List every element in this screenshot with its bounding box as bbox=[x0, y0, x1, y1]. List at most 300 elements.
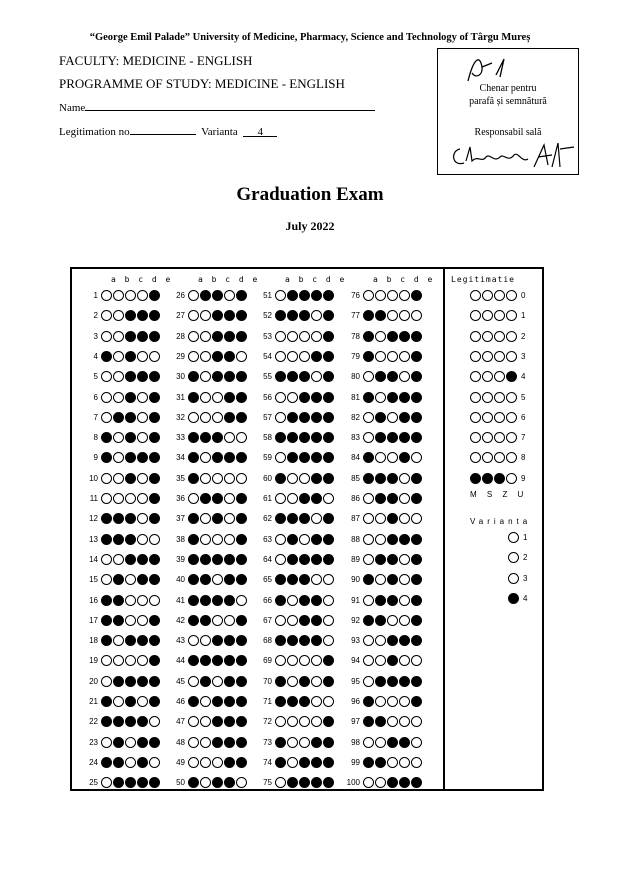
answer-bubble-c[interactable] bbox=[299, 473, 310, 484]
answer-bubble-d[interactable] bbox=[311, 310, 322, 321]
answer-bubble-b[interactable] bbox=[200, 534, 211, 545]
answer-bubble-d[interactable] bbox=[137, 493, 148, 504]
answer-bubble-b[interactable] bbox=[375, 635, 386, 646]
legitimation-bubble[interactable] bbox=[494, 412, 505, 423]
answer-bubble-d[interactable] bbox=[137, 757, 148, 768]
answer-bubble-d[interactable] bbox=[224, 716, 235, 727]
answer-bubble-d[interactable] bbox=[399, 493, 410, 504]
legitimation-bubble[interactable] bbox=[470, 452, 481, 463]
answer-bubble-a[interactable] bbox=[363, 412, 374, 423]
answer-bubble-a[interactable] bbox=[363, 310, 374, 321]
answer-bubble-d[interactable] bbox=[137, 635, 148, 646]
answer-bubble-d[interactable] bbox=[137, 574, 148, 585]
legitimation-bubble[interactable] bbox=[494, 331, 505, 342]
answer-bubble-b[interactable] bbox=[113, 757, 124, 768]
answer-bubble-c[interactable] bbox=[299, 777, 310, 788]
answer-bubble-d[interactable] bbox=[137, 595, 148, 606]
legitimation-bubble[interactable] bbox=[482, 310, 493, 321]
answer-bubble-b[interactable] bbox=[375, 696, 386, 707]
answer-bubble-a[interactable] bbox=[363, 351, 374, 362]
answer-bubble-c[interactable] bbox=[212, 737, 223, 748]
answer-bubble-b[interactable] bbox=[200, 331, 211, 342]
answer-bubble-e[interactable] bbox=[411, 534, 422, 545]
answer-bubble-d[interactable] bbox=[224, 737, 235, 748]
answer-bubble-d[interactable] bbox=[399, 534, 410, 545]
answer-bubble-b[interactable] bbox=[375, 595, 386, 606]
answer-bubble-c[interactable] bbox=[125, 655, 136, 666]
answer-bubble-e[interactable] bbox=[236, 737, 247, 748]
answer-bubble-c[interactable] bbox=[212, 473, 223, 484]
answer-bubble-e[interactable] bbox=[411, 554, 422, 565]
answer-bubble-b[interactable] bbox=[200, 635, 211, 646]
answer-bubble-a[interactable] bbox=[363, 737, 374, 748]
answer-bubble-b[interactable] bbox=[113, 716, 124, 727]
answer-bubble-a[interactable] bbox=[101, 777, 112, 788]
answer-bubble-b[interactable] bbox=[200, 777, 211, 788]
answer-bubble-a[interactable] bbox=[188, 716, 199, 727]
answer-bubble-c[interactable] bbox=[387, 371, 398, 382]
answer-bubble-c[interactable] bbox=[299, 574, 310, 585]
answer-bubble-e[interactable] bbox=[323, 676, 334, 687]
answer-bubble-b[interactable] bbox=[287, 534, 298, 545]
answer-bubble-c[interactable] bbox=[387, 351, 398, 362]
varianta-bubble[interactable] bbox=[508, 573, 519, 584]
legitimation-bubble[interactable] bbox=[470, 351, 481, 362]
answer-bubble-e[interactable] bbox=[149, 473, 160, 484]
answer-bubble-a[interactable] bbox=[188, 635, 199, 646]
answer-bubble-a[interactable] bbox=[101, 371, 112, 382]
answer-bubble-a[interactable] bbox=[363, 493, 374, 504]
answer-bubble-a[interactable] bbox=[101, 432, 112, 443]
answer-bubble-e[interactable] bbox=[236, 696, 247, 707]
answer-bubble-a[interactable] bbox=[188, 290, 199, 301]
answer-bubble-b[interactable] bbox=[375, 716, 386, 727]
answer-bubble-c[interactable] bbox=[125, 392, 136, 403]
answer-bubble-e[interactable] bbox=[149, 534, 160, 545]
varianta-option[interactable] bbox=[508, 572, 527, 585]
answer-bubble-e[interactable] bbox=[411, 452, 422, 463]
answer-bubble-a[interactable] bbox=[101, 473, 112, 484]
answer-bubble-d[interactable] bbox=[311, 290, 322, 301]
answer-bubble-d[interactable] bbox=[399, 432, 410, 443]
answer-bubble-c[interactable] bbox=[299, 595, 310, 606]
answer-bubble-b[interactable] bbox=[287, 635, 298, 646]
answer-bubble-d[interactable] bbox=[399, 615, 410, 626]
answer-bubble-c[interactable] bbox=[212, 513, 223, 524]
answer-bubble-b[interactable] bbox=[375, 290, 386, 301]
answer-bubble-d[interactable] bbox=[137, 452, 148, 463]
legitimation-field[interactable] bbox=[59, 124, 277, 138]
answer-bubble-a[interactable] bbox=[275, 331, 286, 342]
answer-bubble-c[interactable] bbox=[125, 493, 136, 504]
answer-bubble-a[interactable] bbox=[363, 513, 374, 524]
answer-bubble-a[interactable] bbox=[101, 574, 112, 585]
answer-bubble-b[interactable] bbox=[375, 310, 386, 321]
answer-bubble-a[interactable] bbox=[101, 615, 112, 626]
answer-bubble-a[interactable] bbox=[101, 554, 112, 565]
answer-bubble-c[interactable] bbox=[299, 696, 310, 707]
answer-bubble-c[interactable] bbox=[299, 351, 310, 362]
answer-bubble-e[interactable] bbox=[323, 392, 334, 403]
answer-bubble-e[interactable] bbox=[323, 737, 334, 748]
answer-bubble-d[interactable] bbox=[311, 412, 322, 423]
answer-bubble-d[interactable] bbox=[311, 757, 322, 768]
answer-bubble-c[interactable] bbox=[212, 696, 223, 707]
answer-bubble-b[interactable] bbox=[375, 371, 386, 382]
answer-bubble-d[interactable] bbox=[224, 371, 235, 382]
answer-bubble-e[interactable] bbox=[236, 513, 247, 524]
answer-bubble-e[interactable] bbox=[323, 331, 334, 342]
answer-bubble-d[interactable] bbox=[137, 290, 148, 301]
answer-bubble-d[interactable] bbox=[399, 513, 410, 524]
answer-bubble-a[interactable] bbox=[101, 412, 112, 423]
answer-bubble-a[interactable] bbox=[101, 696, 112, 707]
answer-bubble-d[interactable] bbox=[399, 310, 410, 321]
answer-bubble-a[interactable] bbox=[188, 777, 199, 788]
answer-bubble-d[interactable] bbox=[311, 615, 322, 626]
answer-bubble-d[interactable] bbox=[399, 452, 410, 463]
legitimation-bubble[interactable] bbox=[482, 473, 493, 484]
answer-bubble-e[interactable] bbox=[323, 534, 334, 545]
answer-bubble-c[interactable] bbox=[125, 473, 136, 484]
answer-bubble-c[interactable] bbox=[387, 331, 398, 342]
answer-bubble-e[interactable] bbox=[323, 554, 334, 565]
answer-bubble-a[interactable] bbox=[101, 716, 112, 727]
answer-bubble-a[interactable] bbox=[275, 513, 286, 524]
answer-bubble-c[interactable] bbox=[387, 635, 398, 646]
answer-bubble-b[interactable] bbox=[113, 351, 124, 362]
answer-bubble-e[interactable] bbox=[323, 595, 334, 606]
answer-bubble-a[interactable] bbox=[188, 351, 199, 362]
answer-bubble-c[interactable] bbox=[125, 777, 136, 788]
answer-bubble-c[interactable] bbox=[387, 432, 398, 443]
answer-bubble-e[interactable] bbox=[323, 696, 334, 707]
answer-bubble-b[interactable] bbox=[287, 574, 298, 585]
answer-bubble-c[interactable] bbox=[387, 655, 398, 666]
answer-bubble-d[interactable] bbox=[137, 655, 148, 666]
answer-bubble-a[interactable] bbox=[188, 473, 199, 484]
answer-bubble-d[interactable] bbox=[399, 351, 410, 362]
answer-bubble-c[interactable] bbox=[387, 574, 398, 585]
legitimation-bubble[interactable] bbox=[506, 310, 517, 321]
answer-bubble-d[interactable] bbox=[224, 473, 235, 484]
answer-bubble-a[interactable] bbox=[275, 351, 286, 362]
answer-bubble-b[interactable] bbox=[375, 615, 386, 626]
legitimation-bubble[interactable] bbox=[470, 392, 481, 403]
legitimation-bubble[interactable] bbox=[506, 412, 517, 423]
legitimation-bubble[interactable] bbox=[470, 290, 481, 301]
answer-bubble-c[interactable] bbox=[387, 615, 398, 626]
answer-bubble-a[interactable] bbox=[188, 310, 199, 321]
answer-bubble-c[interactable] bbox=[387, 473, 398, 484]
answer-bubble-d[interactable] bbox=[399, 554, 410, 565]
answer-bubble-e[interactable] bbox=[323, 493, 334, 504]
answer-bubble-b[interactable] bbox=[200, 290, 211, 301]
answer-bubble-c[interactable] bbox=[387, 595, 398, 606]
answer-bubble-b[interactable] bbox=[287, 655, 298, 666]
answer-bubble-e[interactable] bbox=[411, 757, 422, 768]
answer-bubble-c[interactable] bbox=[299, 432, 310, 443]
answer-bubble-d[interactable] bbox=[311, 534, 322, 545]
answer-bubble-b[interactable] bbox=[113, 534, 124, 545]
answer-bubble-c[interactable] bbox=[212, 595, 223, 606]
answer-bubble-c[interactable] bbox=[387, 452, 398, 463]
answer-bubble-e[interactable] bbox=[149, 432, 160, 443]
answer-bubble-e[interactable] bbox=[411, 290, 422, 301]
answer-bubble-c[interactable] bbox=[125, 310, 136, 321]
answer-bubble-e[interactable] bbox=[236, 554, 247, 565]
legitimation-bubble[interactable] bbox=[506, 452, 517, 463]
answer-bubble-a[interactable] bbox=[101, 655, 112, 666]
answer-bubble-b[interactable] bbox=[113, 473, 124, 484]
answer-bubble-d[interactable] bbox=[311, 696, 322, 707]
answer-bubble-c[interactable] bbox=[299, 371, 310, 382]
answer-bubble-a[interactable] bbox=[188, 513, 199, 524]
answer-bubble-e[interactable] bbox=[236, 412, 247, 423]
legitimation-bubble[interactable] bbox=[482, 432, 493, 443]
answer-bubble-b[interactable] bbox=[375, 554, 386, 565]
answer-bubble-e[interactable] bbox=[323, 615, 334, 626]
answer-bubble-c[interactable] bbox=[212, 777, 223, 788]
answer-bubble-e[interactable] bbox=[236, 351, 247, 362]
answer-bubble-a[interactable] bbox=[188, 696, 199, 707]
answer-bubble-d[interactable] bbox=[137, 351, 148, 362]
answer-bubble-e[interactable] bbox=[411, 392, 422, 403]
answer-bubble-b[interactable] bbox=[113, 554, 124, 565]
name-field[interactable] bbox=[59, 100, 389, 114]
answer-bubble-b[interactable] bbox=[113, 493, 124, 504]
answer-bubble-c[interactable] bbox=[299, 513, 310, 524]
legitimation-bubble[interactable] bbox=[494, 432, 505, 443]
answer-bubble-a[interactable] bbox=[363, 452, 374, 463]
answer-bubble-c[interactable] bbox=[387, 777, 398, 788]
varianta-option[interactable] bbox=[508, 592, 527, 605]
answer-bubble-b[interactable] bbox=[200, 452, 211, 463]
answer-bubble-e[interactable] bbox=[236, 655, 247, 666]
answer-bubble-a[interactable] bbox=[363, 716, 374, 727]
answer-bubble-a[interactable] bbox=[363, 635, 374, 646]
answer-bubble-e[interactable] bbox=[236, 777, 247, 788]
answer-bubble-a[interactable] bbox=[363, 757, 374, 768]
answer-bubble-b[interactable] bbox=[287, 513, 298, 524]
answer-bubble-c[interactable] bbox=[125, 716, 136, 727]
answer-bubble-e[interactable] bbox=[149, 676, 160, 687]
answer-bubble-c[interactable] bbox=[125, 757, 136, 768]
answer-bubble-d[interactable] bbox=[399, 757, 410, 768]
answer-bubble-e[interactable] bbox=[236, 473, 247, 484]
answer-bubble-e[interactable] bbox=[323, 655, 334, 666]
answer-bubble-d[interactable] bbox=[311, 777, 322, 788]
answer-bubble-a[interactable] bbox=[275, 737, 286, 748]
legitimation-bubble[interactable] bbox=[506, 432, 517, 443]
answer-bubble-d[interactable] bbox=[224, 534, 235, 545]
legitimation-bubble[interactable] bbox=[482, 290, 493, 301]
answer-bubble-a[interactable] bbox=[275, 534, 286, 545]
answer-bubble-c[interactable] bbox=[125, 676, 136, 687]
answer-bubble-d[interactable] bbox=[399, 676, 410, 687]
answer-bubble-b[interactable] bbox=[113, 310, 124, 321]
answer-bubble-b[interactable] bbox=[375, 655, 386, 666]
answer-bubble-c[interactable] bbox=[212, 574, 223, 585]
answer-bubble-a[interactable] bbox=[363, 655, 374, 666]
answer-bubble-b[interactable] bbox=[375, 737, 386, 748]
answer-bubble-a[interactable] bbox=[188, 676, 199, 687]
answer-bubble-c[interactable] bbox=[387, 493, 398, 504]
answer-bubble-e[interactable] bbox=[149, 310, 160, 321]
answer-bubble-d[interactable] bbox=[224, 635, 235, 646]
answer-bubble-e[interactable] bbox=[149, 412, 160, 423]
answer-bubble-e[interactable] bbox=[323, 513, 334, 524]
answer-bubble-d[interactable] bbox=[399, 696, 410, 707]
answer-bubble-d[interactable] bbox=[399, 655, 410, 666]
answer-bubble-d[interactable] bbox=[224, 554, 235, 565]
answer-bubble-e[interactable] bbox=[236, 595, 247, 606]
answer-bubble-a[interactable] bbox=[101, 676, 112, 687]
answer-bubble-b[interactable] bbox=[113, 696, 124, 707]
answer-bubble-d[interactable] bbox=[224, 655, 235, 666]
answer-bubble-e[interactable] bbox=[149, 615, 160, 626]
answer-bubble-e[interactable] bbox=[411, 371, 422, 382]
answer-bubble-a[interactable] bbox=[188, 757, 199, 768]
answer-bubble-e[interactable] bbox=[149, 635, 160, 646]
answer-bubble-d[interactable] bbox=[399, 412, 410, 423]
answer-bubble-d[interactable] bbox=[399, 331, 410, 342]
answer-bubble-b[interactable] bbox=[287, 696, 298, 707]
answer-bubble-b[interactable] bbox=[287, 676, 298, 687]
answer-bubble-a[interactable] bbox=[101, 331, 112, 342]
answer-bubble-b[interactable] bbox=[113, 371, 124, 382]
answer-bubble-c[interactable] bbox=[299, 655, 310, 666]
answer-bubble-c[interactable] bbox=[125, 554, 136, 565]
answer-bubble-c[interactable] bbox=[387, 696, 398, 707]
answer-bubble-e[interactable] bbox=[149, 452, 160, 463]
answer-bubble-b[interactable] bbox=[287, 392, 298, 403]
answer-bubble-b[interactable] bbox=[375, 513, 386, 524]
legitimation-bubble[interactable] bbox=[506, 371, 517, 382]
answer-bubble-a[interactable] bbox=[188, 432, 199, 443]
answer-bubble-d[interactable] bbox=[311, 737, 322, 748]
legitimation-bubble[interactable] bbox=[470, 432, 481, 443]
answer-bubble-d[interactable] bbox=[311, 676, 322, 687]
answer-bubble-a[interactable] bbox=[275, 432, 286, 443]
legitimation-bubble[interactable] bbox=[494, 310, 505, 321]
answer-bubble-a[interactable] bbox=[101, 351, 112, 362]
answer-bubble-c[interactable] bbox=[299, 392, 310, 403]
answer-bubble-b[interactable] bbox=[200, 655, 211, 666]
answer-bubble-c[interactable] bbox=[212, 615, 223, 626]
answer-bubble-c[interactable] bbox=[212, 554, 223, 565]
answer-bubble-a[interactable] bbox=[188, 595, 199, 606]
answer-bubble-c[interactable] bbox=[299, 310, 310, 321]
answer-bubble-b[interactable] bbox=[375, 351, 386, 362]
answer-bubble-a[interactable] bbox=[363, 331, 374, 342]
answer-bubble-d[interactable] bbox=[311, 554, 322, 565]
answer-bubble-a[interactable] bbox=[363, 534, 374, 545]
answer-bubble-d[interactable] bbox=[224, 696, 235, 707]
answer-bubble-e[interactable] bbox=[323, 574, 334, 585]
answer-bubble-b[interactable] bbox=[287, 371, 298, 382]
answer-bubble-b[interactable] bbox=[113, 513, 124, 524]
legitimation-bubble[interactable] bbox=[482, 351, 493, 362]
answer-bubble-d[interactable] bbox=[224, 452, 235, 463]
answer-bubble-c[interactable] bbox=[299, 290, 310, 301]
answer-bubble-d[interactable] bbox=[311, 452, 322, 463]
answer-bubble-d[interactable] bbox=[224, 290, 235, 301]
answer-bubble-b[interactable] bbox=[200, 574, 211, 585]
answer-bubble-b[interactable] bbox=[287, 310, 298, 321]
answer-bubble-b[interactable] bbox=[287, 615, 298, 626]
answer-bubble-e[interactable] bbox=[149, 554, 160, 565]
answer-bubble-c[interactable] bbox=[125, 574, 136, 585]
answer-bubble-b[interactable] bbox=[200, 595, 211, 606]
legitimation-bubble[interactable] bbox=[494, 351, 505, 362]
answer-bubble-b[interactable] bbox=[113, 432, 124, 443]
answer-bubble-d[interactable] bbox=[137, 716, 148, 727]
answer-bubble-e[interactable] bbox=[236, 534, 247, 545]
answer-bubble-e[interactable] bbox=[411, 412, 422, 423]
answer-bubble-c[interactable] bbox=[299, 493, 310, 504]
answer-bubble-c[interactable] bbox=[299, 534, 310, 545]
answer-bubble-b[interactable] bbox=[200, 412, 211, 423]
answer-bubble-b[interactable] bbox=[113, 412, 124, 423]
answer-bubble-b[interactable] bbox=[375, 493, 386, 504]
answer-bubble-d[interactable] bbox=[311, 371, 322, 382]
varianta-bubble[interactable] bbox=[508, 552, 519, 563]
legitimation-bubble[interactable] bbox=[506, 351, 517, 362]
answer-bubble-b[interactable] bbox=[287, 757, 298, 768]
answer-bubble-e[interactable] bbox=[411, 310, 422, 321]
answer-bubble-c[interactable] bbox=[299, 676, 310, 687]
answer-bubble-e[interactable] bbox=[236, 371, 247, 382]
answer-bubble-d[interactable] bbox=[311, 392, 322, 403]
answer-bubble-c[interactable] bbox=[212, 635, 223, 646]
answer-bubble-c[interactable] bbox=[212, 676, 223, 687]
answer-bubble-a[interactable] bbox=[275, 595, 286, 606]
answer-bubble-b[interactable] bbox=[375, 473, 386, 484]
answer-bubble-d[interactable] bbox=[137, 371, 148, 382]
legitimation-bubble[interactable] bbox=[506, 331, 517, 342]
answer-bubble-d[interactable] bbox=[224, 676, 235, 687]
legitimation-bubble[interactable] bbox=[482, 331, 493, 342]
answer-bubble-e[interactable] bbox=[236, 392, 247, 403]
answer-bubble-c[interactable] bbox=[299, 331, 310, 342]
answer-bubble-c[interactable] bbox=[387, 534, 398, 545]
legitimation-bubble[interactable] bbox=[494, 473, 505, 484]
answer-bubble-d[interactable] bbox=[311, 574, 322, 585]
answer-bubble-a[interactable] bbox=[363, 574, 374, 585]
answer-bubble-d[interactable] bbox=[224, 310, 235, 321]
answer-bubble-c[interactable] bbox=[212, 371, 223, 382]
answer-bubble-c[interactable] bbox=[299, 635, 310, 646]
answer-bubble-a[interactable] bbox=[101, 310, 112, 321]
answer-bubble-a[interactable] bbox=[275, 371, 286, 382]
answer-bubble-c[interactable] bbox=[125, 534, 136, 545]
answer-bubble-e[interactable] bbox=[149, 331, 160, 342]
answer-bubble-b[interactable] bbox=[113, 392, 124, 403]
answer-bubble-b[interactable] bbox=[375, 331, 386, 342]
legitimation-bubble[interactable] bbox=[494, 290, 505, 301]
answer-bubble-c[interactable] bbox=[125, 290, 136, 301]
answer-bubble-e[interactable] bbox=[411, 331, 422, 342]
answer-bubble-e[interactable] bbox=[323, 310, 334, 321]
answer-bubble-a[interactable] bbox=[275, 412, 286, 423]
answer-bubble-d[interactable] bbox=[137, 473, 148, 484]
answer-bubble-a[interactable] bbox=[188, 412, 199, 423]
varianta-option[interactable] bbox=[508, 531, 527, 544]
answer-bubble-c[interactable] bbox=[299, 412, 310, 423]
answer-bubble-a[interactable] bbox=[275, 696, 286, 707]
answer-bubble-e[interactable] bbox=[323, 371, 334, 382]
